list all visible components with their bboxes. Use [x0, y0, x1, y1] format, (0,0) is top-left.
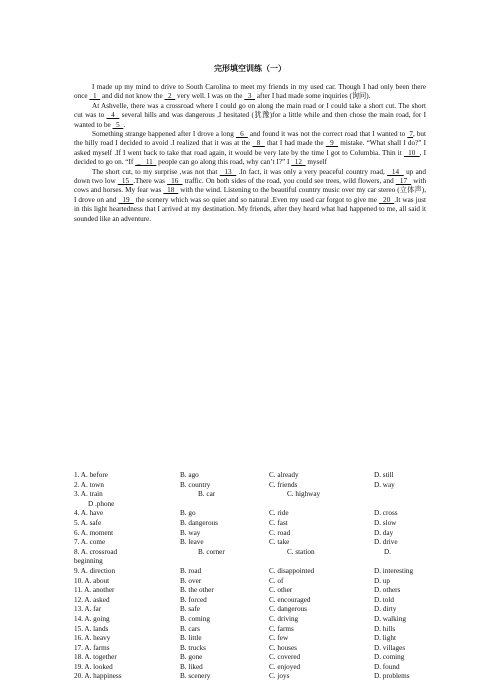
passage-text: .It was just in this light heartedness that I arrived at my destination. My friends, after they heard what had happened to me, all said it sounded like an adventure.: [74, 195, 427, 223]
option-c: C. joys: [269, 672, 290, 681]
blank-number: 10: [403, 148, 420, 157]
option-c: C. already: [269, 471, 299, 479]
passage-text: , I decided to go on. “If: [74, 148, 426, 167]
option-c: C. enjoyed: [269, 662, 301, 671]
option-d: D. interesting: [374, 566, 414, 575]
option-d: D .phone: [88, 499, 115, 508]
option-a: 9. A. direction: [74, 566, 116, 575]
blank-number: 5: [112, 120, 124, 129]
option-b: B. car: [198, 490, 216, 499]
passage-text: , but the hilly road I decided to avoid .I realized that it was at the: [74, 130, 427, 148]
passage-text: The short cut, to my surprise ,was not that: [92, 167, 220, 176]
option-row: [74, 500, 434, 510]
option-b: B. forced: [180, 595, 207, 604]
option-row: [74, 567, 434, 577]
option-c: C. driving: [269, 614, 299, 623]
option-row: [74, 557, 434, 567]
option-b: B. ago: [180, 471, 199, 479]
passage-text: very well. I was on the: [175, 92, 245, 101]
option-d: D. cross: [374, 509, 398, 518]
option-a: 19. A. looked: [74, 662, 113, 671]
option-a: 1. A. before: [74, 471, 108, 479]
blank-number: 3: [244, 92, 256, 101]
page-title: 完形填空训练（一）: [214, 64, 286, 73]
passage-text: At Ashvelle, there was a crossroad where I could go on along the main road or I could take a short cut. The short cut was to: [74, 101, 426, 120]
option-a: 8. A. crossroad: [74, 547, 118, 556]
blank-number: 11: [142, 158, 157, 167]
passage-text: several hills and was dangerous ,I hesitated (犹豫)for a little while and then chose the main road, for I wanted to be: [74, 111, 426, 129]
passage-text: the scenery which was so quiet and so natural .Even my used car forgot to give me: [133, 195, 379, 204]
blank-number: 14: [387, 167, 404, 176]
option-d: D. still: [374, 471, 394, 479]
option-a: 12. A. asked: [74, 595, 110, 604]
passage-text: that I had made the: [264, 139, 326, 148]
option-row: [74, 634, 434, 644]
option-c: C. few: [269, 634, 289, 643]
passage-text: .: [123, 120, 126, 129]
option-d: D.: [384, 547, 391, 556]
passage-paragraph: [74, 83, 426, 102]
blank-number: 19: [118, 195, 134, 204]
option-b: B. little: [180, 634, 202, 643]
blank-number: 7: [407, 130, 413, 139]
option-row: [74, 625, 434, 635]
option-d: D. day: [374, 528, 394, 537]
option-b: B. dangerous: [180, 518, 218, 527]
option-row: [74, 615, 434, 625]
blank-number: 13: [219, 167, 237, 176]
passage-text: myself: [305, 158, 327, 167]
blank-number: 2: [164, 92, 176, 101]
option-b: B. scenery: [180, 672, 211, 681]
option-row: [74, 605, 434, 615]
option-c: C. road: [269, 528, 291, 537]
option-b: B. safe: [180, 605, 200, 614]
option-c: C. station: [287, 547, 315, 556]
blank-number: 16: [167, 177, 183, 186]
passage-text: people can go along this road, why can’t I?” I: [156, 158, 292, 167]
blank-number: 4: [106, 111, 120, 120]
option-a: 15. A. lands: [74, 624, 109, 633]
passage-text: .There was: [133, 177, 168, 186]
passage-text: with the wind. Listening to the beautiful country music over my car stereo (立体声), I drove on and: [74, 186, 426, 204]
option-d: D. found: [374, 662, 400, 671]
passage-text: Something strange happened after I drove a long: [92, 130, 236, 139]
option-c: C. take: [269, 538, 290, 547]
option-c: C. of: [269, 576, 284, 585]
option-b: B. road: [180, 566, 202, 575]
option-d: D. others: [374, 586, 401, 595]
option-d: D. way: [374, 480, 395, 489]
option-a: 14. A. going: [74, 614, 110, 623]
option-c: C. covered: [269, 653, 301, 662]
blank-number: 12: [291, 158, 306, 167]
option-c: C. highway: [287, 490, 321, 499]
option-c: C. dangerous: [269, 605, 307, 614]
passage-text: and did not know the: [100, 92, 165, 101]
option-a: 11. A. another: [74, 586, 115, 595]
blank-number: 9: [325, 139, 339, 148]
option-row: [74, 471, 434, 481]
passage-text: and found it was not the correct road that I wanted to: [247, 130, 408, 139]
option-c: C. other: [269, 586, 293, 595]
option-b: B. way: [180, 528, 201, 537]
option-b: B. corner: [198, 547, 225, 556]
option-c: C. disappointed: [269, 566, 315, 575]
option-row: [74, 586, 434, 596]
option-a: 16. A. heavy: [74, 634, 111, 643]
option-b: B. leave: [180, 538, 204, 547]
option-row: [74, 509, 434, 519]
blank-number: 20: [378, 195, 395, 204]
option-row: [74, 490, 434, 500]
option-a: 20. A. happiness: [74, 672, 122, 681]
option-row: [74, 538, 434, 548]
option-d: D. walking: [374, 614, 406, 623]
option-b: B. coming: [180, 614, 210, 623]
option-a: 13. A. far: [74, 605, 102, 614]
option-row: [74, 519, 434, 529]
option-d: D. problems: [374, 672, 410, 681]
option-d: D. drive: [374, 538, 398, 547]
option-a: 7. A. come: [74, 538, 106, 547]
passage-paragraph: [74, 102, 426, 130]
option-d: D. told: [374, 595, 394, 604]
option-d: D. slow: [374, 518, 397, 527]
blank-number: 15: [117, 177, 134, 186]
option-c: C. houses: [269, 643, 297, 652]
passage-text: after I had made some inquiries (询问).: [255, 92, 371, 101]
option-a: 5. A. safe: [74, 518, 102, 527]
option-row: [74, 663, 434, 673]
blank-number: 18: [163, 186, 179, 195]
option-d: D. coming: [374, 653, 405, 662]
option-row: [74, 672, 434, 682]
option-b: B. cars: [180, 624, 200, 633]
blank-number: 1: [89, 92, 101, 101]
passage-text: .In fact, it was only a very peaceful country road,: [236, 167, 388, 176]
option-row: [74, 548, 434, 558]
blank-number: 8: [252, 139, 265, 148]
passage-text: traffic. On both sides of the road, you could see trees, wild flowers, and: [182, 177, 396, 186]
option-c: C. encouraged: [269, 595, 311, 604]
option-d: D. up: [374, 576, 390, 585]
option-a-continued: beginning: [74, 557, 103, 566]
answer-options: [74, 471, 434, 682]
option-a: 3. A. train: [74, 490, 103, 499]
passage-paragraph: [74, 130, 426, 168]
option-a: 6. A. moment: [74, 528, 114, 537]
option-d: D. light: [374, 634, 396, 643]
option-b: B. trucks: [180, 643, 206, 652]
option-b: B. liked: [180, 662, 203, 671]
option-row: [74, 577, 434, 587]
option-a: 2. A. town: [74, 480, 104, 489]
option-a: 4. A. have: [74, 509, 104, 518]
option-c: C. fast: [269, 518, 288, 527]
option-c: C. friends: [269, 480, 298, 489]
option-d: D. hills: [374, 624, 396, 633]
option-c: C. ride: [269, 509, 289, 518]
blank-number: 17: [395, 177, 412, 186]
passage-text: with cows and horses. My fear was: [74, 177, 427, 195]
option-b: B. the other: [180, 586, 214, 595]
option-d: D. dirty: [374, 605, 397, 614]
option-b: B. go: [180, 509, 196, 518]
option-c: C. farms: [269, 624, 294, 633]
option-row: [74, 481, 434, 491]
option-row: [74, 644, 434, 654]
option-b: B. gone: [180, 653, 203, 662]
option-row: [74, 529, 434, 539]
option-a: 10. A. about: [74, 576, 110, 585]
passage-text: up and down two low: [74, 167, 426, 186]
option-a: 17. A. farms: [74, 643, 110, 652]
passage-paragraph: [74, 168, 426, 224]
option-b: B. country: [180, 480, 211, 489]
option-row: [74, 596, 434, 606]
blank-number: 6: [235, 130, 248, 139]
cloze-passage: [74, 83, 426, 224]
blank-number: _: [135, 158, 143, 167]
option-d: D. villages: [374, 643, 406, 652]
option-b: B. over: [180, 576, 202, 585]
passage-text: I made up my mind to drive to South Carolina to meet my friends in my used car. Though I had only been there once: [74, 83, 426, 101]
passage-text: mistake. “What shall I do?” I asked myself .If I went back to take that road again, it would be very late by the time I got to Columbia. Thin it: [74, 139, 427, 157]
option-row: [74, 653, 434, 663]
option-a: 18. A. together: [74, 653, 117, 662]
